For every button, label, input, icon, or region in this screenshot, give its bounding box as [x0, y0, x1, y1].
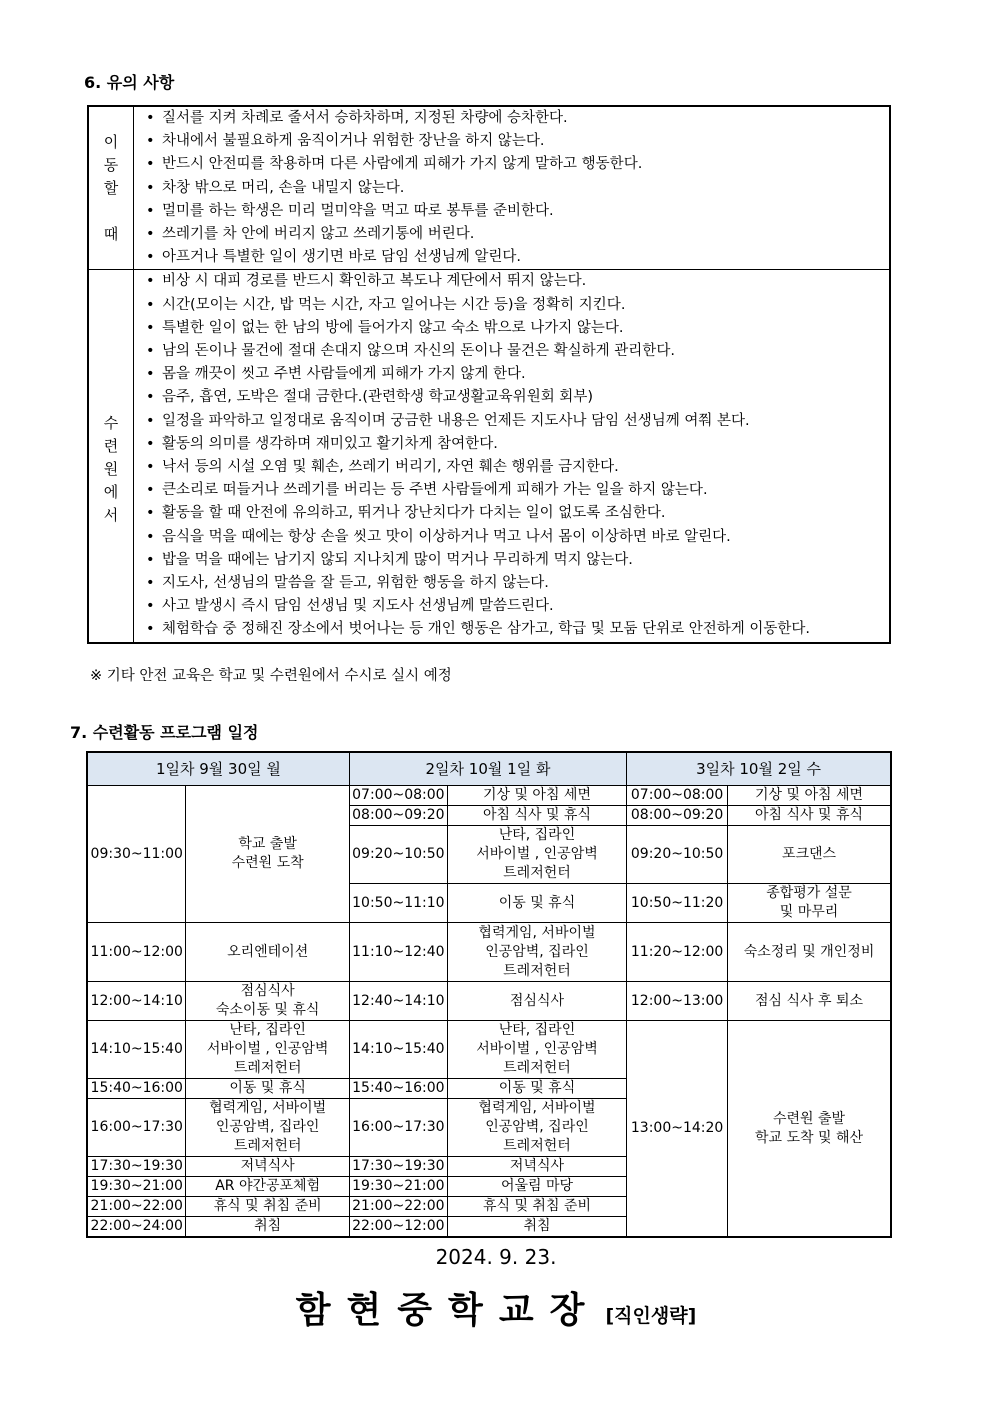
schedule-table	[86, 751, 892, 1238]
precaution-item: • 음식을 먹을 때에는 항상 손을 씻고 맛이 이상하거나 먹고 나서 몸이 이상하면 바로 알린다.	[142, 526, 883, 549]
day2-activity: 아침 식사 및 휴식	[447, 806, 626, 826]
day2-activity: 난타, 집라인 서바이벌 , 인공암벽 트레저헌터	[447, 1021, 626, 1079]
section7-title: 7. 수련활동 프로그램 일정	[70, 723, 259, 742]
day1-activity: 오리엔테이션	[186, 923, 349, 982]
day3-activity: 수련원 출발 학교 도착 및 해산	[728, 1021, 891, 1238]
precaution-item: • 일정을 파악하고 일정대로 움직이며 궁금한 내용은 언제든 지도사나 담임 선생님께 여쭤 본다.	[142, 410, 883, 433]
category-char: 수	[103, 414, 119, 433]
day2-time: 07:00~08:00	[349, 786, 447, 806]
day2-time: 11:10~12:40	[349, 923, 447, 982]
day3-activity: 종합평가 설문 및 마무리	[728, 884, 891, 923]
day1-time: 22:00~24:00	[87, 1217, 186, 1238]
day2-activity: 휴식 및 취침 준비	[447, 1197, 626, 1217]
day1-time: 11:00~12:00	[87, 923, 186, 982]
seal-omitted: [직인생략]	[605, 1305, 697, 1327]
precaution-item: • 사고 발생시 즉시 담임 선생님 및 지도사 선생님께 말씀드린다.	[142, 595, 883, 618]
precaution-category	[88, 106, 134, 270]
day1-activity: 취침	[186, 1217, 349, 1238]
category-char: 때	[103, 225, 119, 243]
day2-activity: 어울림 마당	[447, 1177, 626, 1197]
precaution-group	[88, 270, 890, 643]
day2-time: 14:10~15:40	[349, 1021, 447, 1079]
precaution-items	[134, 270, 891, 643]
day2-activity: 취침	[447, 1217, 626, 1238]
precaution-item: • 비상 시 대피 경로를 반드시 확인하고 복도나 계단에서 뛰지 않는다.	[142, 270, 883, 293]
day1-time: 19:30~21:00	[87, 1177, 186, 1197]
day3-activity: 기상 및 아침 세면	[728, 786, 891, 806]
day1-header: 1일차 9월 30일 월	[87, 752, 349, 786]
day3-time: 11:20~12:00	[627, 923, 728, 982]
day1-activity: 점심식사 숙소이동 및 휴식	[186, 982, 349, 1021]
category-char: 련	[103, 437, 119, 456]
category-char: 서	[103, 506, 119, 525]
day3-activity: 포크댄스	[728, 826, 891, 884]
precaution-item: • 체험학습 중 정해진 장소에서 벗어나는 등 개인 행동은 삼가고, 학급 및 모둠 단위로 안전하게 이동한다.	[142, 618, 883, 641]
precaution-item: • 남의 돈이나 물건에 절대 손대지 않으며 자신의 돈이나 물건은 확실하게 관리한다.	[142, 340, 883, 363]
day1-activity: 이동 및 휴식	[186, 1079, 349, 1099]
day1-activity: 휴식 및 취침 준비	[186, 1197, 349, 1217]
precaution-item: • 몸을 깨끗이 씻고 주변 사람들에게 피해가 가지 않게 한다.	[142, 363, 883, 386]
day1-activity: AR 야간공포체험	[186, 1177, 349, 1197]
day1-activity: 난타, 집라인 서바이벌 , 인공암벽 트레저헌터	[186, 1021, 349, 1079]
day2-activity: 협력게임, 서바이벌 인공암벽, 집라인 트레저헌터	[447, 1099, 626, 1157]
precaution-item: • 차내에서 불필요하게 움직이거나 위험한 장난을 하지 않는다.	[142, 130, 883, 153]
day1-time: 21:00~22:00	[87, 1197, 186, 1217]
day2-time: 19:30~21:00	[349, 1177, 447, 1197]
precaution-group	[88, 106, 890, 270]
day3-header: 3일차 10월 2일 수	[627, 752, 891, 786]
precautions-table	[87, 105, 891, 644]
principal-name: 함현중학교장	[295, 1290, 601, 1331]
signature-line	[0, 1282, 992, 1333]
day1-time: 16:00~17:30	[87, 1099, 186, 1157]
day1-time: 17:30~19:30	[87, 1157, 186, 1177]
precaution-item: • 큰소리로 떠들거나 쓰레기를 버리는 등 주변 사람들에게 피해가 가는 일을 하지 않는다.	[142, 479, 883, 502]
document-date: 2024. 9. 23.	[435, 1245, 557, 1269]
precaution-item: • 반드시 안전띠를 착용하며 다른 사람에게 피해가 가지 않게 말하고 행동한다.	[142, 153, 883, 176]
day2-activity: 이동 및 휴식	[447, 884, 626, 923]
category-char	[89, 200, 133, 223]
day2-time: 08:00~09:20	[349, 806, 447, 826]
precaution-item: • 낙서 등의 시설 오염 및 훼손, 쓰레기 버리기, 자연 훼손 행위를 금지한다.	[142, 456, 883, 479]
day3-time: 13:00~14:20	[627, 1021, 728, 1238]
precaution-item: • 아프거나 특별한 일이 생기면 바로 담임 선생님께 알린다.	[142, 246, 883, 269]
day2-time: 12:40~14:10	[349, 982, 447, 1021]
day2-time: 16:00~17:30	[349, 1099, 447, 1157]
day2-time: 22:00~12:00	[349, 1217, 447, 1238]
day2-activity: 난타, 집라인 서바이벌 , 인공암벽 트레저헌터	[447, 826, 626, 884]
day3-activity: 점심 식사 후 퇴소	[728, 982, 891, 1021]
day3-time: 09:20~10:50	[627, 826, 728, 884]
precaution-item: • 지도사, 선생님의 말씀을 잘 듣고, 위험한 행동을 하지 않는다.	[142, 572, 883, 595]
day1-time: 12:00~14:10	[87, 982, 186, 1021]
precaution-item: • 활동을 할 때 안전에 유의하고, 뛰거나 장난치다가 다치는 일이 없도록 조심한다.	[142, 502, 883, 525]
day2-activity: 점심식사	[447, 982, 626, 1021]
day3-time: 12:00~13:00	[627, 982, 728, 1021]
day1-time: 09:30~11:00	[87, 786, 186, 923]
day2-activity: 협력게임, 서바이벌 인공암벽, 집라인 트레저헌터	[447, 923, 626, 982]
day1-activity: 협력게임, 서바이벌 인공암벽, 집라인 트레저헌터	[186, 1099, 349, 1157]
precaution-item: • 특별한 일이 없는 한 남의 방에 들어가지 않고 숙소 밖으로 나가지 않는다.	[142, 317, 883, 340]
day1-activity: 학교 출발 수련원 도착	[186, 786, 349, 923]
precaution-item: • 쓰레기를 차 안에 버리지 않고 쓰레기통에 버린다.	[142, 223, 883, 246]
day3-time: 10:50~11:20	[627, 884, 728, 923]
section6-title: 6. 유의 사항	[84, 73, 175, 92]
day2-activity: 이동 및 휴식	[447, 1079, 626, 1099]
day2-time: 10:50~11:10	[349, 884, 447, 923]
precaution-items	[134, 106, 891, 270]
day2-activity: 기상 및 아침 세면	[447, 786, 626, 806]
precaution-item: • 음주, 흡연, 도박은 절대 금한다.(관련학생 학교생활교육위원회 회부)	[142, 386, 883, 409]
day2-activity: 저녁식사	[447, 1157, 626, 1177]
precaution-item: • 밥을 먹을 때에는 남기지 않되 지나치게 많이 먹거나 무리하게 먹지 않는다.	[142, 549, 883, 572]
day1-activity: 저녁식사	[186, 1157, 349, 1177]
category-char: 원	[103, 460, 119, 479]
category-char: 동	[103, 156, 119, 174]
safety-note: ※ 기타 안전 교육은 학교 및 수련원에서 수시로 실시 예정	[90, 668, 452, 684]
day2-header: 2일차 10월 1일 화	[349, 752, 626, 786]
day2-time: 17:30~19:30	[349, 1157, 447, 1177]
day3-time: 07:00~08:00	[627, 786, 728, 806]
day3-activity: 숙소정리 및 개인정비	[728, 923, 891, 982]
day3-time: 08:00~09:20	[627, 806, 728, 826]
precaution-item: • 질서를 지켜 차례로 줄서서 승하차하며, 지정된 차량에 승차한다.	[142, 107, 883, 130]
category-char: 이	[103, 133, 119, 151]
category-char: 에	[103, 483, 119, 502]
day2-time: 09:20~10:50	[349, 826, 447, 884]
precaution-item: • 활동의 의미를 생각하며 재미있고 활기차게 참여한다.	[142, 433, 883, 456]
day1-time: 15:40~16:00	[87, 1079, 186, 1099]
precaution-category	[88, 270, 134, 643]
precaution-item: • 차창 밖으로 머리, 손을 내밀지 않는다.	[142, 177, 883, 200]
category-char: 할	[103, 179, 119, 197]
precaution-item: • 시간(모이는 시간, 밥 먹는 시간, 자고 일어나는 시간 등)을 정확히 지킨다.	[142, 294, 883, 317]
day2-time: 21:00~22:00	[349, 1197, 447, 1217]
day1-time: 14:10~15:40	[87, 1021, 186, 1079]
day2-time: 15:40~16:00	[349, 1079, 447, 1099]
day3-activity: 아침 식사 및 휴식	[728, 806, 891, 826]
precaution-item: • 멀미를 하는 학생은 미리 멀미약을 먹고 따로 봉투를 준비한다.	[142, 200, 883, 223]
